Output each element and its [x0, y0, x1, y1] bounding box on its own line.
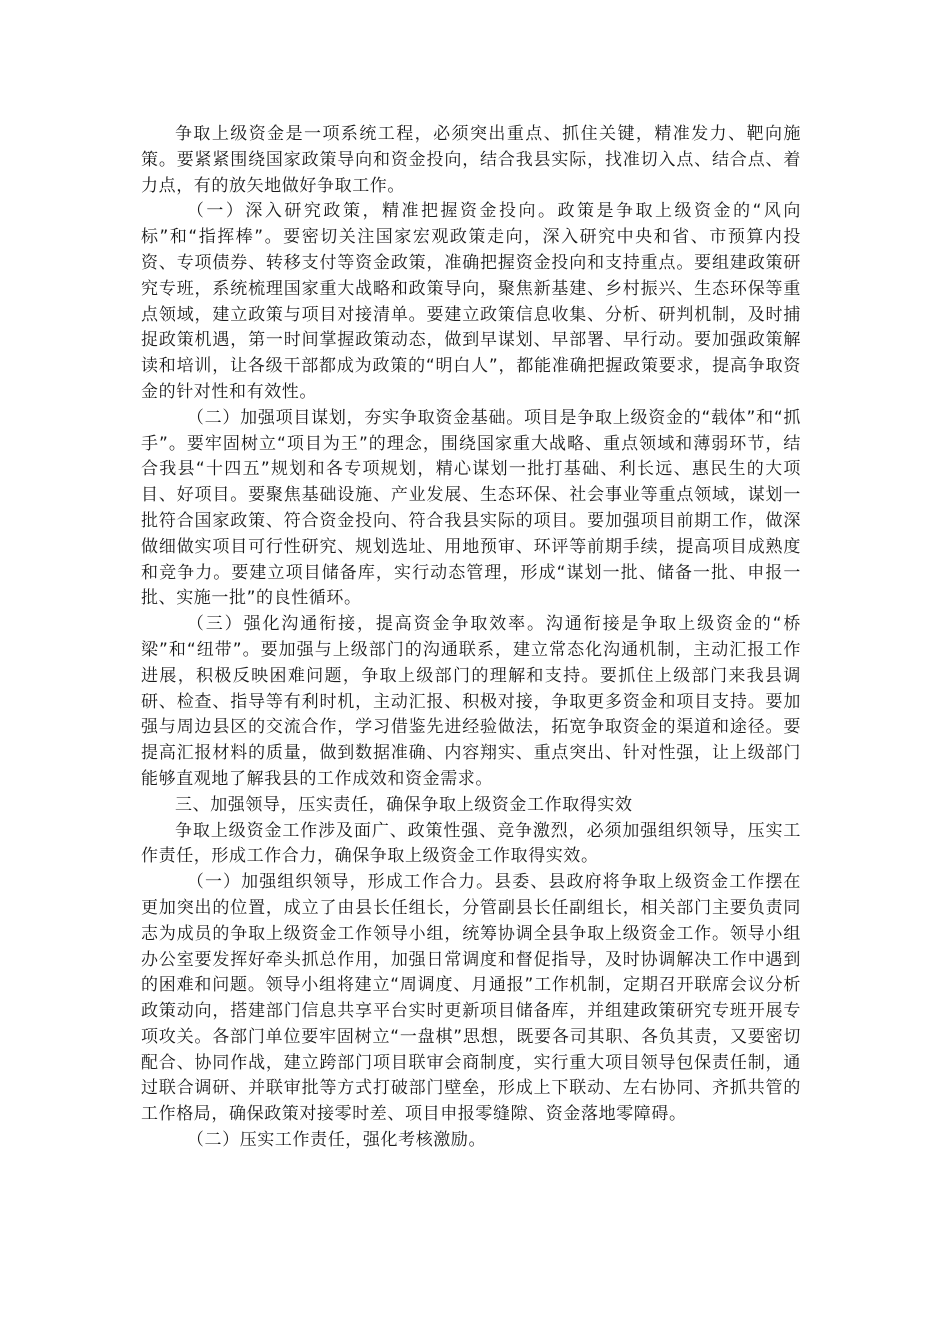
section-heading-three: 三、加强领导，压实责任，确保争取上级资金工作取得实效: [175, 794, 633, 815]
paragraph-intro: 争取上级资金是一项系统工程，必须突出重点、抓住关键，精准发力、靶向施策。要紧紧围绕国家政策导向和资金投向，结合我县实际，找准切入点、结合点、着力点，有的放矢地做好争取工作。: [141, 124, 801, 196]
paragraph-project-planning: （二）加强项目谋划，夯实争取资金基础。项目是争取上级资金的“载体”和“抓手”。要牢固树立“项目为王”的理念，围绕国家重大战略、重点领域和薄弱环节，结合我县“十四五”规划和各专项规划，精心谋划一批打基础、利长远、惠民生的大项目、好项目。要聚焦基础设施、产业发展、生态环保、社会事业等重点领域，谋划一批符合国家政策、符合资金投向、符合我县实际的项目。要加强项目前期工作，做深做细做实项目可行性研究、规划选址、用地预审、环评等前期手续，提高项目成熟度和竞争力。要建立项目储备库，实行动态管理，形成“谋划一批、储备一批、申报一批、实施一批”的良性循环。: [141, 407, 801, 609]
paragraph-policy-research: （一）深入研究政策，精准把握资金投向。政策是争取上级资金的“风向标”和“指挥棒”。要密切关注国家宏观政策走向，深入研究中央和省、市预算内投资、专项债券、转移支付等资金政策，准确把握资金投向和支持重点。要组建政策研究专班，系统梳理国家重大战略和政策导向，聚焦新基建、乡村振兴、生态环保等重点领域，建立政策与项目对接清单。要建立政策信息收集、分析、研判机制，及时捕捉政策机遇，第一时间掌握政策动态，做到早谋划、早部署、早行动。要加强政策解读和培训，让各级干部都成为政策的“明白人”，都能准确把握政策要求，提高争取资金的针对性和有效性。: [141, 201, 801, 402]
paragraph-organizational-leadership: （一）加强组织领导，形成工作合力。县委、县政府将争取上级资金工作摆在更加突出的位置，成立了由县长任组长，分管副县长任副组长，相关部门主要负责同志为成员的争取上级资金工作领导小组，统筹协调全县争取上级资金工作。领导小组办公室要发挥好牵头抓总作用，加强日常调度和督促指导，及时协调解决工作中遇到的困难和问题。领导小组将建立“周调度、月通报”工作机制，定期召开联席会议分析政策动向，搭建部门信息共享平台实时更新项目储备库，并组建政策研究专班开展专项攻关。各部门单位要牢固树立“一盘棋”思想，既要各司其职、各负其责，又要密切配合、协同作战，建立跨部门项目联审会商制度，实行重大项目领导包保责任制，通过联合调研、并联审批等方式打破部门壁垒，形成上下联动、左右协同、齐抓共管的工作格局，确保政策对接零时差、项目申报零缝隙、资金落地零障碍。: [141, 872, 801, 1125]
paragraph-responsibility: （二）压实工作责任，强化考核激励。: [186, 1130, 487, 1151]
document-body: [141, 122, 801, 1154]
paragraph-section-three-intro: 争取上级资金工作涉及面广、政策性强、竞争激烈，必须加强组织领导，压实工作责任，形成工作合力，确保争取上级资金工作取得实效。: [141, 820, 801, 867]
paragraph-communication: （三）强化沟通衔接，提高资金争取效率。沟通衔接是争取上级资金的“桥梁”和“纽带”。要加强与上级部门的沟通联系，建立常态化沟通机制，主动汇报工作进展，积极反映困难问题，争取上级部门的理解和支持。要抓住上级部门来我县调研、检查、指导等有利时机，主动汇报、积极对接，争取更多资金和项目支持。要加强与周边县区的交流合作，学习借鉴先进经验做法，拓宽争取资金的渠道和途径。要提高汇报材料的质量，做到数据准确、内容翔实、重点突出、针对性强，让上级部门能够直观地了解我县的工作成效和资金需求。: [141, 614, 801, 789]
